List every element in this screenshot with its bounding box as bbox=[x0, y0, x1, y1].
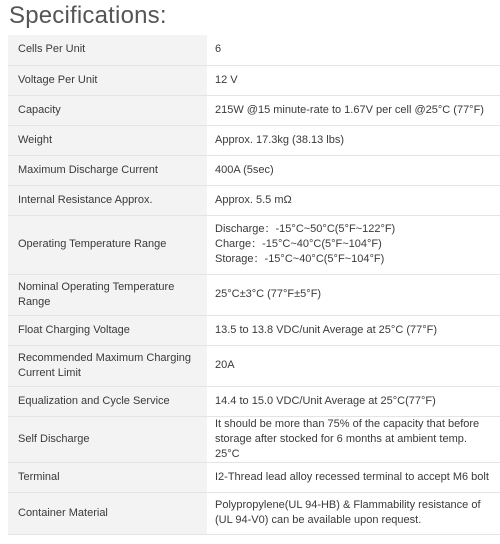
table-row bbox=[8, 185, 500, 215]
spec-value bbox=[207, 315, 500, 345]
spec-value bbox=[207, 125, 500, 155]
specifications-table bbox=[8, 35, 500, 535]
spec-value bbox=[207, 95, 500, 125]
spec-value-line: I2-Thread lead alloy recessed terminal to accept M6 bolt bbox=[215, 470, 489, 483]
table-row bbox=[8, 274, 500, 315]
spec-value bbox=[207, 345, 500, 386]
spec-value-line: 13.5 to 13.8 VDC/unit Average at 25°C (77°F) bbox=[215, 323, 437, 336]
spec-value-line: 14.4 to 15.0 VDC/Unit Average at 25°C(77°F) bbox=[215, 394, 436, 407]
spec-value bbox=[207, 492, 500, 534]
spec-value-line: It should be more than 75% of the capacity that before storage after stocked for 6 months at ambient temp. 25°C bbox=[215, 417, 480, 460]
spec-label: Capacity bbox=[8, 95, 207, 125]
table-row bbox=[8, 462, 500, 492]
spec-value bbox=[207, 155, 500, 185]
spec-label: Weight bbox=[8, 125, 207, 155]
spec-value-line: 215W @15 minute-rate to 1.67V per cell @25°C (77°F) bbox=[215, 103, 484, 116]
spec-value-line: Discharge：-15°C~50°C(5°F~122°F) bbox=[215, 223, 396, 235]
spec-label: Nominal Operating Temperature Range bbox=[8, 274, 207, 315]
spec-value-line: 25°C±3°C (77°F±5°F) bbox=[215, 288, 322, 300]
spec-value-line: 20A bbox=[215, 359, 235, 371]
spec-value-line: 400A (5sec) bbox=[215, 163, 274, 176]
spec-label: Internal Resistance Approx. bbox=[8, 185, 207, 215]
table-row bbox=[8, 65, 500, 95]
spec-value bbox=[207, 185, 500, 215]
table-row bbox=[8, 35, 500, 65]
spec-label: Operating Temperature Range bbox=[8, 215, 207, 274]
spec-value bbox=[207, 65, 500, 95]
table-row bbox=[8, 215, 500, 274]
table-row bbox=[8, 345, 500, 386]
spec-value bbox=[207, 462, 500, 492]
spec-label: Terminal bbox=[8, 462, 207, 492]
table-row bbox=[8, 416, 500, 462]
spec-label: Equalization and Cycle Service bbox=[8, 386, 207, 416]
spec-value-line: Storage：-15°C~40°C(5°F~104°F) bbox=[215, 253, 385, 265]
spec-value-line: Polypropylene(UL 94-HB) & Flammability resistance of (UL 94-V0) can be available upon request. bbox=[215, 499, 481, 526]
spec-value bbox=[207, 35, 500, 65]
spec-value bbox=[207, 274, 500, 315]
spec-value-line: Approx. 5.5 mΩ bbox=[215, 193, 292, 206]
spec-label: Self Discharge bbox=[8, 416, 207, 462]
spec-label: Float Charging Voltage bbox=[8, 315, 207, 345]
spec-value-line: 6 bbox=[215, 43, 222, 56]
table-row bbox=[8, 125, 500, 155]
spec-value-line: Approx. 17.3kg (38.13 lbs) bbox=[215, 133, 345, 146]
page-title: Specifications: bbox=[9, 2, 167, 29]
spec-value bbox=[207, 215, 500, 274]
spec-value bbox=[207, 416, 500, 462]
spec-label: Container Material bbox=[8, 492, 207, 534]
table-row bbox=[8, 386, 500, 416]
spec-label: Voltage Per Unit bbox=[8, 65, 207, 95]
table-row bbox=[8, 315, 500, 345]
table-row bbox=[8, 492, 500, 534]
table-row bbox=[8, 155, 500, 185]
spec-label: Maximum Discharge Current bbox=[8, 155, 207, 185]
spec-label: Recommended Maximum Charging Current Limit bbox=[8, 345, 207, 386]
table-row bbox=[8, 95, 500, 125]
spec-label: Cells Per Unit bbox=[8, 35, 207, 65]
spec-value bbox=[207, 386, 500, 416]
spec-value-line: Charge：-15°C~40°C(5°F~104°F) bbox=[215, 238, 382, 250]
spec-value-line: 12 V bbox=[215, 73, 238, 86]
